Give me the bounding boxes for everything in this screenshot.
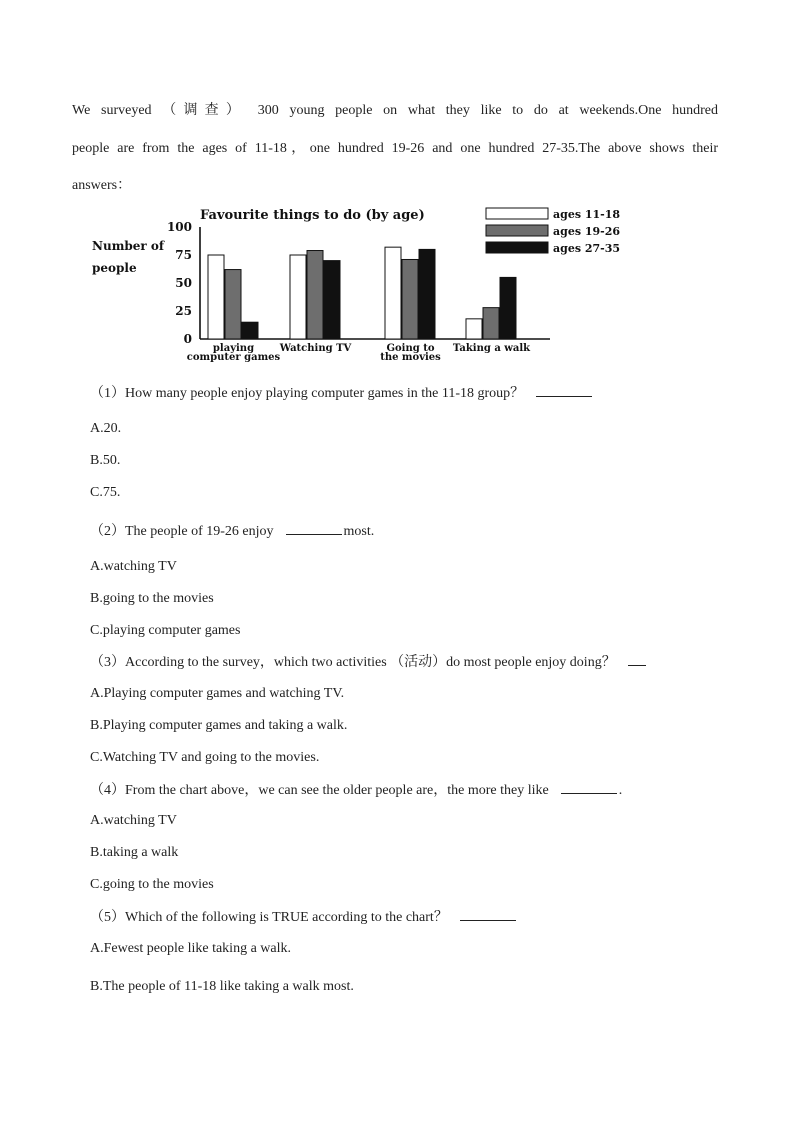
answer-blank[interactable] [628, 653, 646, 666]
legend-swatch [486, 208, 548, 219]
bar [208, 255, 224, 339]
answer-blank[interactable] [536, 384, 592, 397]
question-2-option[interactable]: B.going to the movies [90, 591, 214, 606]
question-text: （1）How many people enjoy playing computer games in the 11-18 group？ [90, 386, 525, 401]
y-tick-label: 75 [175, 248, 192, 262]
intro-line-2: people are from the ages of 11-18，one hundred 19-26 and one hundred 27-35.The above shows their [72, 141, 718, 156]
question-text-after: most. [343, 524, 375, 539]
y-tick-label: 100 [166, 220, 192, 234]
y-tick-label: 25 [175, 304, 192, 318]
bar [466, 319, 482, 339]
legend-swatch [486, 225, 548, 236]
bar [402, 259, 418, 339]
legend-label: ages 19-26 [553, 225, 621, 238]
question-text: （5）Which of the following is TRUE according to the chart？ [90, 910, 448, 925]
bar [483, 308, 499, 339]
question-2-option[interactable]: C.playing computer games [90, 623, 241, 638]
question-2-stem [90, 522, 374, 541]
intro-line-1: We surveyed （调查） 300 young people on what they like to do at weekends.One hundred [72, 103, 718, 118]
question-5-option[interactable]: B.The people of 11-18 like taking a walk most. [90, 979, 354, 994]
question-text: （3）According to the survey，which two activities （活动）do most people enjoy doing？ [90, 655, 616, 670]
x-tick-label: the movies [380, 352, 441, 363]
x-tick-label: Going to [386, 343, 435, 354]
x-tick-label: Taking a walk [452, 343, 531, 354]
legend-label: ages 11-18 [553, 208, 621, 221]
question-4-option[interactable]: A.watching TV [90, 813, 177, 828]
question-1-option[interactable]: C.75. [90, 485, 121, 500]
x-tick-label: playing [212, 343, 255, 354]
y-axis-label-line-2: people [92, 261, 137, 275]
question-3-stem [90, 653, 648, 672]
y-tick-label: 50 [175, 276, 192, 290]
question-4-option[interactable]: B.taking a walk [90, 845, 179, 860]
answer-blank[interactable] [460, 908, 516, 921]
answer-blank[interactable] [286, 522, 342, 535]
question-1-option[interactable]: A.20. [90, 421, 122, 436]
question-2-option[interactable]: A.watching TV [90, 559, 177, 574]
bar [290, 255, 306, 339]
question-text: （2）The people of 19-26 enjoy [90, 524, 274, 539]
bar [419, 249, 435, 339]
question-4-option[interactable]: C.going to the movies [90, 877, 214, 892]
y-axis-label-line-1: Number of [92, 239, 165, 253]
question-3-option[interactable]: B.Playing computer games and taking a walk. [90, 718, 348, 733]
question-1-stem [90, 384, 594, 403]
x-tick-label: computer games [186, 352, 281, 363]
question-text: （4）From the chart above，we can see the older people are，the more they like [90, 783, 549, 798]
bar [385, 247, 401, 339]
legend-label: ages 27-35 [553, 242, 621, 255]
bar [307, 251, 323, 339]
bar-chart [88, 200, 628, 370]
bar [500, 277, 516, 339]
question-3-option[interactable]: A.Playing computer games and watching TV. [90, 686, 345, 701]
bar [225, 270, 241, 339]
question-text-after: . [618, 783, 623, 798]
question-5-option[interactable]: A.Fewest people like taking a walk. [90, 941, 292, 956]
question-3-option[interactable]: C.Watching TV and going to the movies. [90, 750, 320, 765]
x-tick-label: Watching TV [279, 343, 352, 354]
question-4-stem [90, 781, 622, 800]
question-1-option[interactable]: B.50. [90, 453, 121, 468]
legend-swatch [486, 242, 548, 253]
bar [242, 322, 258, 339]
bar [324, 261, 340, 339]
intro-line-3: answers： [72, 178, 132, 193]
answer-blank[interactable] [561, 781, 617, 794]
question-5-stem [90, 908, 518, 927]
y-tick-label: 0 [183, 332, 192, 346]
chart-title: Favourite things to do (by age) [200, 208, 425, 223]
